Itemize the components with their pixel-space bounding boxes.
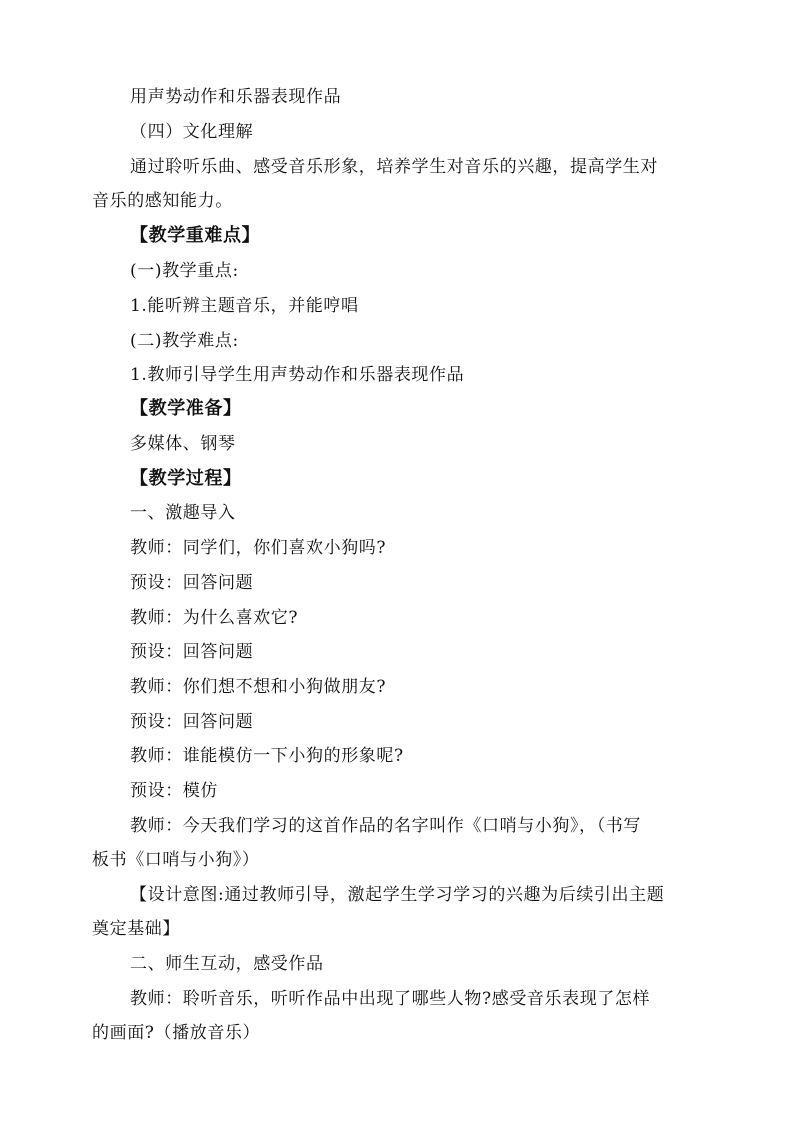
list-item: 1.能听辨主题音乐，并能哼唱 — [130, 296, 359, 316]
dialogue-line: 预设：回答问题 — [130, 642, 254, 662]
design-intent-line: 奠定基础】 — [92, 919, 180, 939]
dialogue-line: 教师：谁能模仿一下小狗的形象呢? — [130, 746, 404, 766]
design-intent-line: 【设计意图:通过教师引导，激起学生学习学习的兴趣为后续引出主题 — [130, 885, 665, 905]
heading-teaching-process: 【教学过程】 — [130, 468, 242, 489]
dialogue-line: 预设：回答问题 — [130, 573, 254, 593]
dialogue-line: 教师：今天我们学习的这首作品的名字叫作《口哨与小狗》，（书写 — [130, 816, 641, 836]
dialogue-line: 的画面?（播放音乐） — [92, 1023, 261, 1043]
text-line-core-skill: 用声势动作和乐器表现作品 — [130, 87, 342, 107]
dialogue-line: 教师：你们想不想和小狗做朋友? — [130, 677, 387, 697]
list-item: 1.教师引导学生用声势动作和乐器表现作品 — [130, 365, 465, 385]
dialogue-line: 预设：回答问题 — [130, 712, 254, 732]
paragraph-line: 音乐的感知能力。 — [92, 191, 233, 211]
heading-teaching-preparation: 【教学准备】 — [130, 398, 242, 419]
heading-key-difficult-points: 【教学重难点】 — [130, 225, 261, 246]
dialogue-line: 教师：同学们，你们喜欢小狗吗? — [130, 538, 387, 558]
subheading-key-points: (一)教学重点: — [130, 261, 239, 281]
dialogue-line: 教师：聆听音乐，听听作品中出现了哪些人物?感受音乐表现了怎样 — [130, 989, 651, 1009]
text-line: 多媒体、钢琴 — [130, 434, 236, 454]
paragraph-line: 通过聆听乐曲、感受音乐形象，培养学生对音乐的兴趣，提高学生对 — [130, 157, 658, 177]
dialogue-line: 预设：模仿 — [130, 781, 218, 801]
section-heading-culture: （四）文化理解 — [130, 122, 254, 142]
dialogue-line: 教师：为什么喜欢它? — [130, 608, 299, 628]
section-heading-intro: 一、激趣导入 — [130, 503, 236, 523]
dialogue-line: 板书《口哨与小狗》） — [92, 850, 260, 870]
section-heading-interaction: 二、师生互动，感受作品 — [130, 954, 324, 974]
subheading-difficult-points: (二)教学难点: — [130, 331, 239, 351]
